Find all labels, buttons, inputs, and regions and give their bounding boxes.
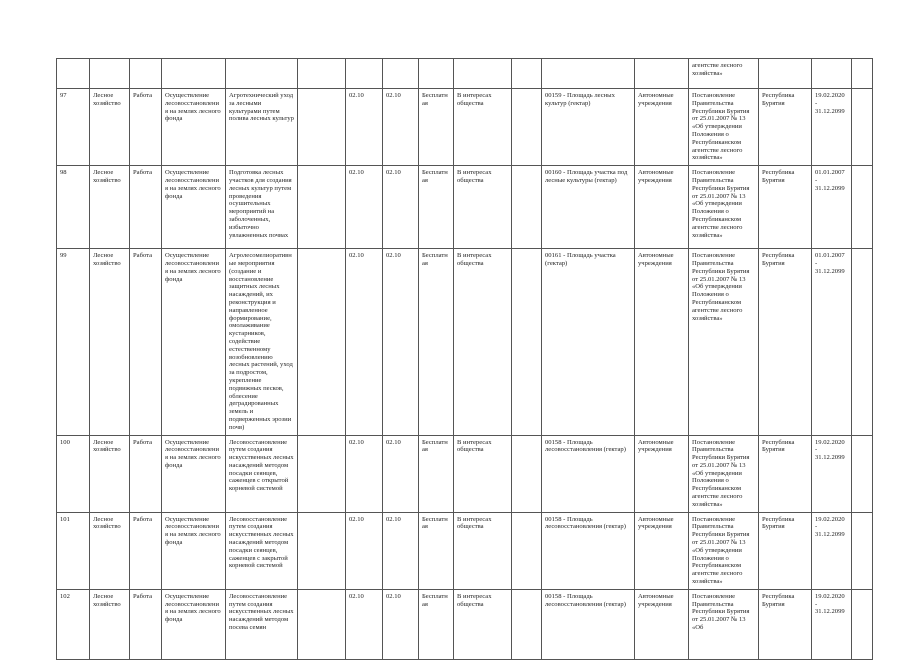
period-cell: 19.02.2020 - 31.12.2099 xyxy=(812,435,852,512)
interest-cell: В интересах общества xyxy=(454,166,512,249)
interest-cell: В интересах общества xyxy=(454,89,512,166)
empty-cell xyxy=(852,589,873,659)
empty-cell xyxy=(852,435,873,512)
code-1-cell: 02.10 xyxy=(346,589,383,659)
period-cell: 19.02.2020 - 31.12.2099 xyxy=(812,589,852,659)
row-number-cell: 101 xyxy=(57,512,90,589)
empty-cell xyxy=(298,249,346,435)
empty-cell xyxy=(852,512,873,589)
sector-cell: Лесное хозяйство xyxy=(90,435,130,512)
sector-cell: Лесное хозяйство xyxy=(90,166,130,249)
table-row xyxy=(57,512,873,589)
empty-cell xyxy=(298,589,346,659)
authority-cell: Республика Бурятия xyxy=(759,249,812,435)
service-name-cell: Осуществление лесовосстановления на землях лесного фонда xyxy=(162,512,226,589)
interest-cell: В интересах общества xyxy=(454,589,512,659)
continuation-row xyxy=(57,59,873,89)
institution-type-cell: Автономные учреждения xyxy=(635,589,689,659)
payment-cell: Бесплатная xyxy=(419,435,454,512)
measure-cell: 00158 - Площадь лесовосстановления (гектар) xyxy=(542,589,635,659)
empty-cell xyxy=(512,89,542,166)
content-cell: Лесовосстановление путем создания искусственных лесных насаждений методом посадки сеянцев, саженцев с закрытой корневой системой xyxy=(226,512,298,589)
service-name-cell: Осуществление лесовосстановления на землях лесного фонда xyxy=(162,89,226,166)
kind-cell: Работа xyxy=(130,589,162,659)
kind-cell: Работа xyxy=(130,435,162,512)
legal-basis-cell: Постановление Правительства Республики Бурятия от 25.01.2007 № 13 «Об утверждении Положения о Республиканском агентстве лесного хозяйства» xyxy=(689,166,759,249)
service-name-cell: Осуществление лесовосстановления на землях лесного фонда xyxy=(162,166,226,249)
legal-basis-cell: Постановление Правительства Республики Бурятия от 25.01.2007 № 13 «Об утверждении Положения о Республиканском агентстве лесного хозяйства» xyxy=(689,249,759,435)
row-number-cell: 98 xyxy=(57,166,90,249)
empty-cell xyxy=(512,249,542,435)
sector-cell: Лесное хозяйство xyxy=(90,249,130,435)
interest-cell: В интересах общества xyxy=(454,435,512,512)
sector-cell: Лесное хозяйство xyxy=(90,589,130,659)
empty-cell xyxy=(852,166,873,249)
content-cell: Агротехнический уход за лесными культурами путем полива лесных культур xyxy=(226,89,298,166)
row-number-cell: 99 xyxy=(57,249,90,435)
service-name-cell: Осуществление лесовосстановления на землях лесного фонда xyxy=(162,249,226,435)
row-number-cell: 100 xyxy=(57,435,90,512)
service-name-cell: Осуществление лесовосстановления на землях лесного фонда xyxy=(162,589,226,659)
code-1-cell: 02.10 xyxy=(346,89,383,166)
content-cell: Лесовосстановление путем создания искусственных лесных насаждений методом посева семян xyxy=(226,589,298,659)
legal-basis-cell: Постановление Правительства Республики Бурятия от 25.01.2007 № 13 «Об утверждении Положения о Республиканском агентстве лесного хозяйства» xyxy=(689,89,759,166)
payment-cell: Бесплатная xyxy=(419,166,454,249)
authority-cell: Республика Бурятия xyxy=(759,166,812,249)
legal-basis-cell: Постановление Правительства Республики Бурятия от 25.01.2007 № 13 «Об утверждении Положения о Республиканском агентстве лесного хозяйства» xyxy=(689,435,759,512)
sector-cell: Лесное хозяйство xyxy=(90,89,130,166)
code-2-cell: 02.10 xyxy=(383,166,419,249)
content-cell: Лесовосстановление путем создания искусственных лесных насаждений методом посадки сеянцев, саженцев с открытой корневой системой xyxy=(226,435,298,512)
empty-cell xyxy=(298,512,346,589)
table-row xyxy=(57,589,873,659)
sector-cell: Лесное хозяйство xyxy=(90,512,130,589)
content-cell: Подготовка лесных участков для создания лесных культур путем проведения осушительных мероприятий на заболоченных, избыточно увлажненных почвах xyxy=(226,166,298,249)
institution-type-cell: Автономные учреждения xyxy=(635,249,689,435)
row-number-cell: 97 xyxy=(57,89,90,166)
kind-cell: Работа xyxy=(130,249,162,435)
kind-cell: Работа xyxy=(130,166,162,249)
authority-cell: Республика Бурятия xyxy=(759,89,812,166)
interest-cell: В интересах общества xyxy=(454,512,512,589)
code-2-cell: 02.10 xyxy=(383,249,419,435)
table-row xyxy=(57,89,873,166)
measure-cell: 00161 - Площадь участка (гектар) xyxy=(542,249,635,435)
kind-cell: Работа xyxy=(130,512,162,589)
code-1-cell: 02.10 xyxy=(346,435,383,512)
empty-cell xyxy=(298,89,346,166)
institution-type-cell: Автономные учреждения xyxy=(635,435,689,512)
code-1-cell: 02.10 xyxy=(346,249,383,435)
empty-cell xyxy=(512,512,542,589)
measure-cell: 00159 - Площадь лесных культур (гектар) xyxy=(542,89,635,166)
legal-basis-cell: агентстве лесного хозяйства» xyxy=(689,59,759,89)
period-cell: 01.01.2007 - 31.12.2099 xyxy=(812,249,852,435)
kind-cell: Работа xyxy=(130,89,162,166)
legal-basis-cell: Постановление Правительства Республики Бурятия от 25.01.2007 № 13 «Об xyxy=(689,589,759,659)
payment-cell: Бесплатная xyxy=(419,249,454,435)
empty-cell xyxy=(512,166,542,249)
row-number-cell: 102 xyxy=(57,589,90,659)
empty-cell xyxy=(852,89,873,166)
table-row xyxy=(57,249,873,435)
period-cell: 19.02.2020 - 31.12.2099 xyxy=(812,89,852,166)
content-cell: Агролесомелиоративные мероприятия (создание и восстановление защитных лесных насаждений, их реконструкция и направленное формирование, омолаживание кустарников, содействие естественному возобновлению лесных растений, уход за подростом, укрепление подвижных песков, облесение деградированных земель и подверженных эрозии почв) xyxy=(226,249,298,435)
interest-cell: В интересах общества xyxy=(454,249,512,435)
empty-cell xyxy=(298,435,346,512)
authority-cell: Республика Бурятия xyxy=(759,512,812,589)
period-cell: 19.02.2020 - 31.12.2099 xyxy=(812,512,852,589)
empty-cell xyxy=(298,166,346,249)
payment-cell: Бесплатная xyxy=(419,589,454,659)
table-row xyxy=(57,166,873,249)
code-1-cell: 02.10 xyxy=(346,166,383,249)
registry-table xyxy=(56,58,873,660)
empty-cell xyxy=(512,435,542,512)
period-cell: 01.01.2007 - 31.12.2099 xyxy=(812,166,852,249)
service-name-cell: Осуществление лесовосстановления на землях лесного фонда xyxy=(162,435,226,512)
authority-cell: Республика Бурятия xyxy=(759,589,812,659)
code-2-cell: 02.10 xyxy=(383,512,419,589)
empty-cell xyxy=(852,249,873,435)
code-2-cell: 02.10 xyxy=(383,589,419,659)
measure-cell: 00158 - Площадь лесовосстановления (гектар) xyxy=(542,435,635,512)
code-2-cell: 02.10 xyxy=(383,435,419,512)
measure-cell: 00160 - Площадь участка под лесные культуры (гектар) xyxy=(542,166,635,249)
code-1-cell: 02.10 xyxy=(346,512,383,589)
authority-cell: Республика Бурятия xyxy=(759,435,812,512)
institution-type-cell: Автономные учреждения xyxy=(635,166,689,249)
payment-cell: Бесплатная xyxy=(419,89,454,166)
measure-cell: 00158 - Площадь лесовосстановления (гектар) xyxy=(542,512,635,589)
payment-cell: Бесплатная xyxy=(419,512,454,589)
code-2-cell: 02.10 xyxy=(383,89,419,166)
table-row xyxy=(57,435,873,512)
institution-type-cell: Автономные учреждения xyxy=(635,512,689,589)
institution-type-cell: Автономные учреждения xyxy=(635,89,689,166)
legal-basis-cell: Постановление Правительства Республики Бурятия от 25.01.2007 № 13 «Об утверждении Положения о Республиканском агентстве лесного хозяйства» xyxy=(689,512,759,589)
empty-cell xyxy=(512,589,542,659)
